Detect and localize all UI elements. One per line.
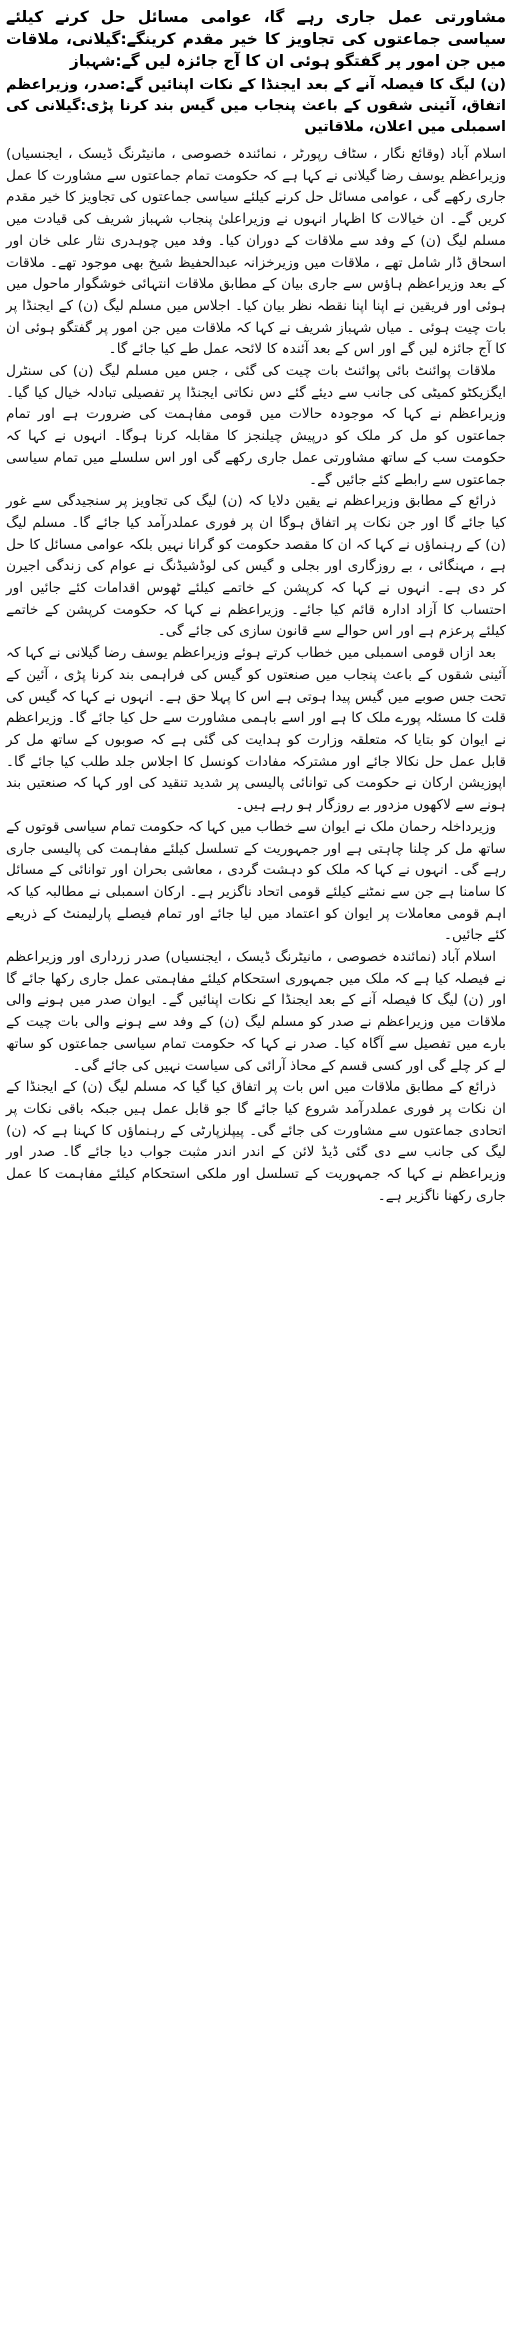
article-subheadline: (ن) لیگ کا فیصلہ آنے کے بعد ایجنڈا کے نکات اپنائیں گے:صدر، وزیراعظم اتفاق، آئینی شقوں کے باعث پنجاب میں گیس بند کرنا پڑی:گیلانی کی اسمبلی میں اعلان، ملاقاتیں [6, 77, 506, 135]
article-paragraph: وزیرداخلہ رحمان ملک نے ایوان سے خطاب میں کہا کہ حکومت تمام سیاسی قوتوں کے ساتھ مل کر چلنا چاہتی ہے اور جمہوریت کے تسلسل کیلئے مفاہمت کی پالیسی جاری رہے گی۔ انہوں نے کہا کہ ملک کو دہشت گردی ، معاشی بحران اور توانائی کے مسائل کا سامنا ہے جن سے نمٹنے کیلئے قومی اتحاد ناگزیر ہے۔ ارکان اسمبلی نے مطالبہ کیا کہ اہم قومی معاملات پر ایوان کو اعتماد میں لیا جائے اور تمام فیصلے پارلیمنٹ کے ذریعے کئے جائیں۔ [6, 818, 506, 944]
article-paragraph: بعد ازاں قومی اسمبلی میں خطاب کرتے ہوئے وزیراعظم یوسف رضا گیلانی نے کہا کہ آئینی شقوں کے باعث پنجاب میں صنعتوں کو گیس کی فراہمی بند کرنا پڑی ، آئین کے تحت جس صوبے میں گیس پیدا ہوتی ہے اس کا پہلا حق ہے۔ انہوں نے کہا کہ گیس کی قلت کا مسئلہ پورے ملک کا ہے اور اسے باہمی مشاورت سے حل کیا جائے گا۔ وزیراعظم نے ایوان کو بتایا کہ متعلقہ وزارت کو ہدایت کی گئی ہے کہ صوبوں کے ساتھ مل کر قابل عمل حل نکالا جائے اور مشترکہ مفادات کونسل کا اجلاس جلد طلب کیا جائے گا۔ اپوزیشن ارکان نے حکومت کی توانائی پالیسی پر شدید تنقید کی اور کہا کہ صنعتیں بند ہونے سے لاکھوں مزدور بے روزگار ہو رہے ہیں۔ [6, 645, 506, 814]
article-paragraph: اسلام آباد (نمائندہ خصوصی ، مانیٹرنگ ڈیسک ، ایجنسیاں) صدر زرداری اور وزیراعظم نے فیصلہ کیا ہے کہ ملک میں جمہوری استحکام کیلئے مفاہمتی عمل جاری رکھا جائے گا اور (ن) لیگ کا فیصلہ آنے کے بعد ایجنڈا کے نکات اپنائیں گے۔ ایوان صدر میں ہونے والی ملاقات میں وزیراعظم نے صدر کو مسلم لیگ (ن) کے وفد سے ہونے والی بات چیت کے بارے میں تفصیل سے آگاہ کیا۔ صدر نے کہا کہ حکومت تمام سیاسی جماعتوں کو ساتھ لے کر چلے گی اور کسی قسم کے محاذ آرائی کی سیاست نہیں کی جائے گی۔ [6, 949, 506, 1074]
article-paragraph: اسلام آباد (وقائع نگار ، سٹاف رپورٹر ، نمائندہ خصوصی ، مانیٹرنگ ڈیسک ، ایجنسیاں) وزیراعظم یوسف رضا گیلانی نے کہا ہے کہ حکومت تمام جماعتوں سے مشاورت کا عمل جاری رکھے گی ، عوامی مسائل حل کرنے کیلئے سیاسی جماعتوں کی تجاویز کا خیر مقدم کریں گے۔ ان خیالات کا اظہار انہوں نے وزیراعلیٰ پنجاب شہباز شریف کی قیادت میں مسلم لیگ (ن) کے وفد سے ملاقات کے دوران کیا۔ وفد میں چوہدری نثار علی خان اور اسحاق ڈار شامل تھے ، ملاقات میں وزیرخزانہ عبدالحفیظ شیخ بھی موجود تھے۔ ملاقات کے بعد وزیراعظم ہاؤس سے جاری بیان کے مطابق ملاقات انتہائی خوشگوار ماحول میں ہوئی اور فریقین نے اپنا اپنا نقطہ نظر بیان کیا۔ اجلاس میں مسلم لیگ (ن) کے ایجنڈا پر بات چیت ہوئی ۔ میاں شہباز شریف نے کہا کہ ملاقات میں جن امور پر گفتگو ہوئی ان کا آج جائزہ لیں گے اور اس کے بعد آئندہ کا لائحہ عمل طے کیا جائے گا۔ [6, 146, 506, 358]
article-paragraph: ذرائع کے مطابق وزیراعظم نے یقین دلایا کہ (ن) لیگ کی تجاویز پر سنجیدگی سے غور کیا جائے گا اور جن نکات پر اتفاق ہوگا ان پر فوری عملدرآمد کیا جائے گا۔ مسلم لیگ (ن) کے رہنماؤں نے کہا کہ ان کا مقصد حکومت کو گرانا نہیں بلکہ عوامی مسائل کا حل ہے ، مہنگائی ، بے روزگاری اور بجلی و گیس کی لوڈشیڈنگ نے عوام کی زندگی اجیرن کر دی ہے۔ انہوں نے کہا کہ کرپشن کے خاتمے کیلئے ٹھوس اقدامات کئے جائیں اور احتساب کا آزاد ادارہ قائم کیا جائے۔ وزیراعظم نے کہا کہ حکومت کرپشن کے خاتمے کیلئے پرعزم ہے اور اس حوالے سے قانون سازی کی جائے گی۔ [6, 493, 506, 640]
article-paragraph: ملاقات پوائنٹ بائی پوائنٹ بات چیت کی گئی ، جس میں مسلم لیگ (ن) کی سنٹرل ایگزیکٹو کمیٹی کی جانب سے دیئے گئے دس نکاتی ایجنڈا پر تفصیلی تبادلہ خیال کیا گیا۔ وزیراعظم نے کہا کہ موجودہ حالات میں قومی مفاہمت کی ضرورت ہے اور تمام جماعتوں کو مل کر ملک کو درپیش چیلنجز کا مقابلہ کرنا ہوگا۔ انہوں نے کہا کہ حکومت سب کے ساتھ مشاورتی عمل جاری رکھے گی اور اس سلسلے میں تمام سیاسی جماعتوں سے رابطے کئے جائیں گے۔ [6, 363, 506, 488]
article-body [6, 144, 506, 1207]
article-headline: مشاورتی عمل جاری رہے گا، عوامی مسائل حل کرنے کیلئے سیاسی جماعتوں کی تجاویز کا خیر مقدم کرینگے:گیلانی، ملاقات میں جن امور پر گفتگو ہوئی ان کا آج جائزہ لیں گے:شہباز [6, 8, 506, 70]
article-paragraph: ذرائع کے مطابق ملاقات میں اس بات پر اتفاق کیا گیا کہ مسلم لیگ (ن) کے ایجنڈا کے ان نکات پر فوری عملدرآمد شروع کیا جائے گا جو قابل عمل ہیں جبکہ باقی نکات پر اتحادی جماعتوں سے مشاورت کی جائے گی۔ پیپلزپارٹی کے رہنماؤں کا کہنا ہے کہ (ن) لیگ کی جانب سے دی گئی ڈیڈ لائن کے اندر اندر مثبت جواب دیا جائے گا۔ صدر اور وزیراعظم نے کہا کہ جمہوریت کے تسلسل اور ملکی استحکام کیلئے مفاہمت کا عمل جاری رکھنا ناگزیر ہے۔ [6, 1079, 506, 1204]
